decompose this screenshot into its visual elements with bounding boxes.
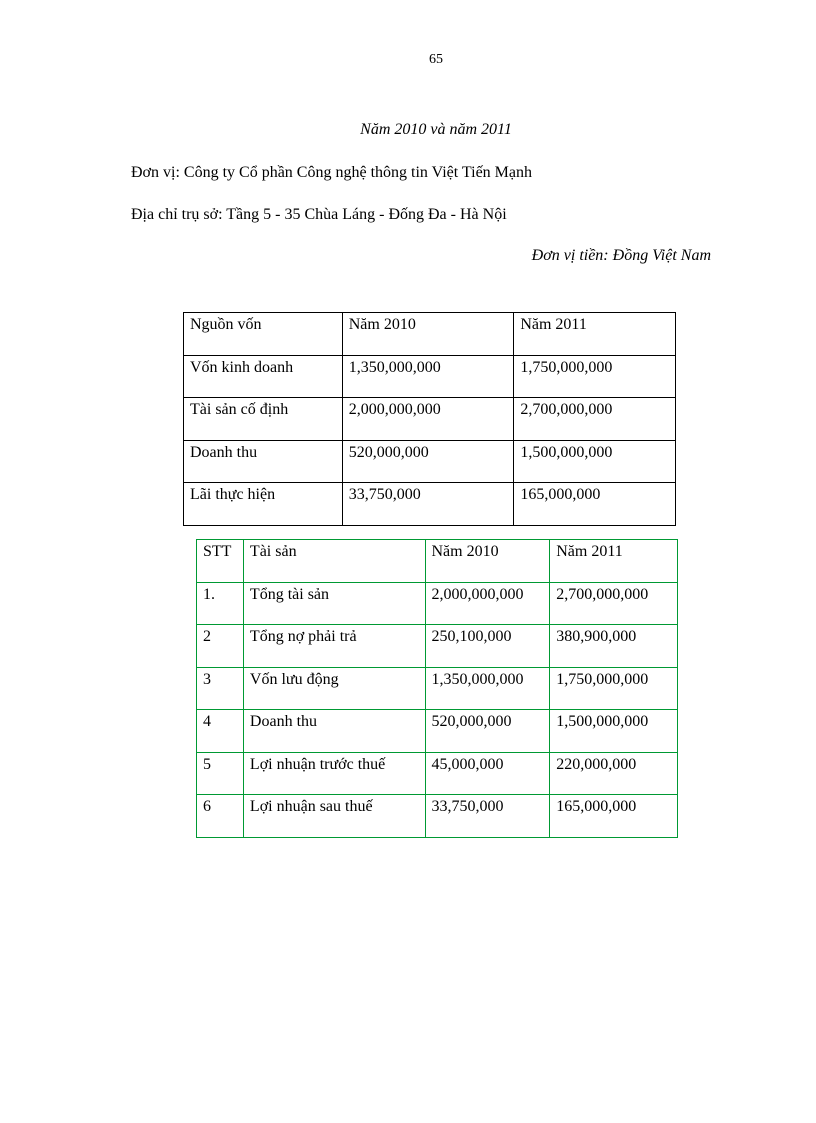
table-cell: 380,900,000 bbox=[550, 625, 678, 668]
column-header: Năm 2010 bbox=[425, 540, 550, 583]
table-row bbox=[197, 795, 678, 838]
column-header: Năm 2011 bbox=[550, 540, 678, 583]
table-cell: 250,100,000 bbox=[425, 625, 550, 668]
table-cell: 5 bbox=[197, 752, 244, 795]
table-cell: Tài sản cố định bbox=[184, 398, 343, 441]
company-unit-line: Đơn vị: Công ty Cổ phần Công nghệ thông tin Việt Tiến Mạnh bbox=[131, 164, 532, 181]
table-cell: 1. bbox=[197, 582, 244, 625]
table-row bbox=[184, 440, 676, 483]
table-row bbox=[197, 667, 678, 710]
table-cell: 1,350,000,000 bbox=[425, 667, 550, 710]
table-header-row bbox=[184, 313, 676, 356]
table-row bbox=[197, 582, 678, 625]
table-cell: Vốn lưu động bbox=[243, 667, 425, 710]
table-cell: 33,750,000 bbox=[425, 795, 550, 838]
table-cell: 2,700,000,000 bbox=[550, 582, 678, 625]
table-cell: 45,000,000 bbox=[425, 752, 550, 795]
table-cell: 165,000,000 bbox=[514, 483, 676, 526]
table-cell: 220,000,000 bbox=[550, 752, 678, 795]
column-header: Nguồn vốn bbox=[184, 313, 343, 356]
table-cell: 1,500,000,000 bbox=[550, 710, 678, 753]
table-cell: 1,750,000,000 bbox=[514, 355, 676, 398]
table-row bbox=[184, 355, 676, 398]
table-cell: Doanh thu bbox=[243, 710, 425, 753]
company-address-line: Địa chỉ trụ sở: Tầng 5 - 35 Chùa Láng - Đống Đa - Hà Nội bbox=[131, 206, 507, 223]
table-cell: 4 bbox=[197, 710, 244, 753]
table-row bbox=[197, 710, 678, 753]
column-header: Năm 2010 bbox=[342, 313, 514, 356]
table-cell: 6 bbox=[197, 795, 244, 838]
table-row bbox=[184, 398, 676, 441]
table-cell: 2,700,000,000 bbox=[514, 398, 676, 441]
table-cell: 1,350,000,000 bbox=[342, 355, 514, 398]
column-header: Năm 2011 bbox=[514, 313, 676, 356]
column-header: STT bbox=[197, 540, 244, 583]
table-cell: Tổng nợ phải trả bbox=[243, 625, 425, 668]
table-cell: 520,000,000 bbox=[425, 710, 550, 753]
table-cell: 2 bbox=[197, 625, 244, 668]
table-row bbox=[197, 625, 678, 668]
assets-table bbox=[196, 539, 678, 838]
table-cell: 1,750,000,000 bbox=[550, 667, 678, 710]
table-row bbox=[184, 483, 676, 526]
table-cell: 3 bbox=[197, 667, 244, 710]
table-cell: 2,000,000,000 bbox=[342, 398, 514, 441]
table-cell: 1,500,000,000 bbox=[514, 440, 676, 483]
table-cell: Tổng tài sản bbox=[243, 582, 425, 625]
table-cell: Lãi thực hiện bbox=[184, 483, 343, 526]
page-number: 65 bbox=[429, 52, 443, 67]
table-cell: Vốn kinh doanh bbox=[184, 355, 343, 398]
table-cell: Lợi nhuận trước thuế bbox=[243, 752, 425, 795]
column-header: Tài sản bbox=[243, 540, 425, 583]
currency-unit-line: Đơn vị tiền: Đồng Việt Nam bbox=[531, 247, 711, 264]
report-heading: Năm 2010 và năm 2011 bbox=[360, 121, 512, 138]
table-cell: 165,000,000 bbox=[550, 795, 678, 838]
table-header-row bbox=[197, 540, 678, 583]
table-cell: 520,000,000 bbox=[342, 440, 514, 483]
table-cell: 2,000,000,000 bbox=[425, 582, 550, 625]
capital-sources-table bbox=[183, 312, 676, 526]
table-cell: 33,750,000 bbox=[342, 483, 514, 526]
table-cell: Doanh thu bbox=[184, 440, 343, 483]
table-row bbox=[197, 752, 678, 795]
table-cell: Lợi nhuận sau thuế bbox=[243, 795, 425, 838]
